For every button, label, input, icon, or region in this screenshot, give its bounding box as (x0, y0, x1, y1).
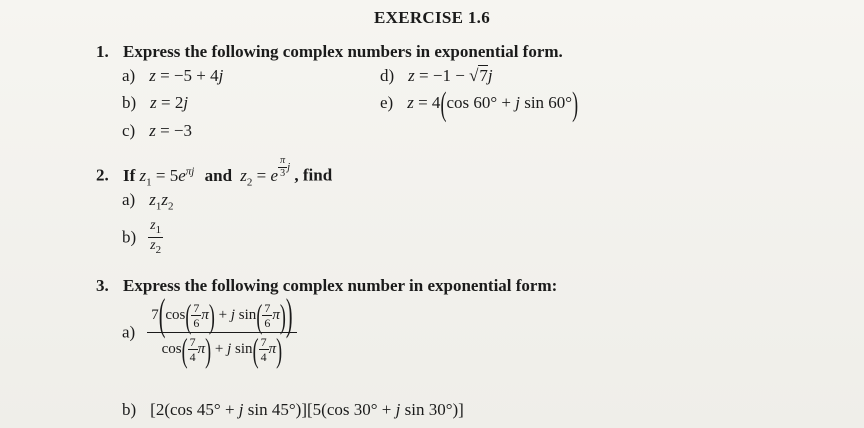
question-1b (122, 93, 188, 113)
question-2-find: , find (294, 165, 333, 185)
question-3b-expression: [2(cos 45° + j sin 45°)][5(cos 30° + j sin 30°)] (150, 400, 464, 419)
question-1e-expression: z = 4(cos 60° + j sin 60°) (407, 84, 579, 123)
question-2-and: and (204, 165, 233, 185)
question-1b-label: b) (122, 93, 137, 112)
question-1b-expression: z = 2j (150, 93, 189, 112)
question-2b-expression: $\frac{z_1}{z_2}$ (150, 218, 162, 256)
question-3b (122, 400, 464, 420)
question-1d-label: d) (380, 66, 395, 85)
question-3b-label: b) (122, 400, 137, 419)
question-1d (380, 66, 493, 86)
question-3a-label: a) (122, 322, 136, 342)
question-1a (122, 66, 223, 86)
question-2-if: If (123, 165, 136, 185)
question-2 (96, 155, 333, 189)
question-2a-label: a) (122, 190, 136, 209)
question-3-number: 3. (96, 276, 109, 295)
exercise-title: EXERCISE 1.6 (373, 8, 491, 27)
question-2a (122, 190, 173, 212)
question-1 (96, 42, 563, 62)
question-3a (122, 291, 297, 369)
question-2-number: 2. (96, 165, 109, 185)
question-1e-label: e) (380, 93, 394, 112)
question-3a-expression: 7(cos( $\frac{7}{6}$ π) + j sin( $\frac{7}{6}$ π)) cos( $\frac{7}{4}$ π) + j sin( $\frac{7}{4}$ π) (147, 302, 296, 363)
question-3-text: Express the following complex number in exponential form: (123, 276, 558, 295)
question-1e (380, 84, 579, 123)
question-2a-expression: $z_1z_2$ (149, 190, 174, 213)
question-1a-expression: z = −5 + 4j (149, 66, 224, 85)
question-1a-label: a) (122, 66, 136, 85)
question-1c (122, 121, 192, 141)
question-2b-label: b) (122, 227, 137, 247)
question-1-text: Express the following complex numbers in exponential form. (123, 42, 563, 61)
question-2b (122, 219, 163, 256)
question-1c-label: c) (122, 121, 136, 140)
question-1c-expression: z = −3 (149, 121, 193, 140)
question-2-z2: $z_2 = e$ $^{\frac{\pi}{3} j}$ (240, 155, 291, 189)
question-1-number: 1. (96, 42, 109, 61)
question-1d-expression: z = −1 − √7j (408, 66, 493, 85)
question-2-z1: $z_1 = 5e^{\pi j}$ (139, 165, 195, 189)
